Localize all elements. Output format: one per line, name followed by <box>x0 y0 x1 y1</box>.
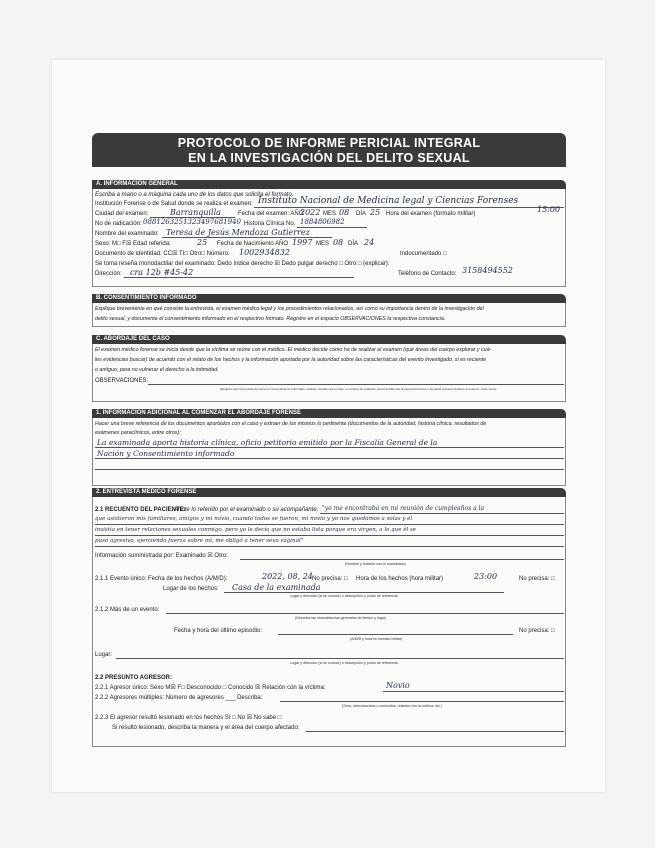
observations-line <box>148 384 564 385</box>
exam-year-value[interactable]: 2022 <box>300 208 321 217</box>
section-c-line2: les evidencias buscar) de acuerdo con el relato de los hechos y la información aportada por la autoridad sobre las características del evento investigado, si es reciente <box>95 357 487 363</box>
aggressor-injured-label: 2.2.3 El agresor resultó lesionado en los hechos Sí □ No ☒ No sabe □ <box>95 715 282 721</box>
exam-month-label: MES <box>323 211 337 217</box>
section-1-line-c <box>95 469 564 470</box>
birth-month-label: MES <box>316 241 330 247</box>
section-c-header: C. ABORDAJE DEL CASO <box>92 335 566 344</box>
birth-date-label: Fecha de Nacimiento AÑO <box>217 241 289 247</box>
last-episode-line <box>278 634 513 635</box>
no-precisa-date[interactable]: No precisa: □ <box>312 576 348 582</box>
multiple-aggressors-label: 2.2.2 Agresores múltiples: Número de agresores ___ Describa: <box>95 695 263 701</box>
aggressor-injury-label: Si resultó lesionado, describa la manera y el área del cuerpo afectado: <box>112 725 300 731</box>
section-1-header: 1. INFORMACIÓN ADICIONAL AL COMENZAR EL ABORDAJE FORENSE <box>92 409 566 418</box>
section-c-line3: o antiguo, para no vulnerar el derecho a la intimidad. <box>95 367 219 373</box>
last-episode-note: (A/M/D y hora en formato militar) <box>350 637 403 641</box>
section-1-handwritten-1[interactable]: La examinada aporta historia clínica, oficio petitorio emitido por la Fiscalía General de la <box>97 438 438 447</box>
aggressor-injury-line <box>306 731 564 732</box>
sex-age-label: Sexo: M□ F☒ Edad referida: <box>95 241 171 247</box>
clinical-history-value[interactable]: 1884806982 <box>300 218 345 226</box>
recount-label: 2.1 RECUENTO DEL PACIENTE: <box>95 507 186 513</box>
recount-instructions: Anote lo referido por el examinado o su acompañante. <box>174 507 319 513</box>
section-b-line1: Explique brevemente en qué consiste la entrevista, el examen médico legal y los procedimientos relacionados, así como su importancia dentro de la investigación del <box>95 306 484 312</box>
address-label: Dirección: <box>95 271 122 277</box>
address-line <box>124 277 354 278</box>
place-2-label: Lugar: <box>95 652 113 658</box>
event-hour-label: Hora de los hechos (hora militar) <box>356 576 444 582</box>
section-2-header: 2. ENTREVISTA MÉDICO FORENSE <box>92 488 566 497</box>
clinical-history-label: Historia Clínica No. <box>244 221 296 227</box>
radication-label: No de radicación: <box>95 221 142 227</box>
recount-narrative-3[interactable]: insistía en tener relaciones sexuales conmigo, pero yo le decía que no estaba lista porque era virgen, a lo que él se <box>95 527 417 533</box>
observations-label: OBSERVACIONES: <box>95 378 149 384</box>
event-place-note: Lugar y dirección (si se conoce) o descripción y punto de referencia <box>290 594 398 598</box>
last-episode-label: Fecha y hora del último episodio: <box>174 628 263 634</box>
section-1-handwritten-2[interactable]: Nación y Consentimiento informado <box>97 449 235 458</box>
address-value[interactable]: cra 12b #45-42 <box>130 268 194 277</box>
recount-narrative-1[interactable]: "yo me encontraba en mi reunión de cumpleaños a la <box>322 505 485 512</box>
institution-value[interactable]: Instituto Nacional de Medicina legal y Ciencias Forenses <box>258 196 519 206</box>
multiple-events-label: 2.1.2 Más de un evento: <box>95 607 160 613</box>
recount-narrative-4[interactable]: puso agresivo, ejerciendo fuerza sobre mí, me obligó a tener sexo vaginal" <box>95 538 304 544</box>
form-title-line1: PROTOCOLO DE INFORME PERICIAL INTEGRAL <box>177 136 481 150</box>
birth-day-value[interactable]: 24 <box>364 238 375 247</box>
place-2-note: Lugar y dirección (si se conoce) o descripción y punto de referencia <box>290 661 398 665</box>
radication-value[interactable]: 0881263251323497681940 <box>143 218 241 226</box>
section-1-line-a <box>95 447 564 448</box>
document-label: Documento de identidad: CC☒ TI□ Otro□ Número: <box>95 251 230 257</box>
single-event-label: 2.1.1 Evento único: Fecha de los hechos (A/M/D): <box>95 576 228 582</box>
aggressor-relation-value[interactable]: Novio <box>386 681 410 690</box>
city-value[interactable]: Barranquilla <box>170 208 221 217</box>
multiple-aggressors-note: (Sexo, desconocidos o conocidos, relación con la víctima; etc.) <box>342 704 443 708</box>
birth-year-value[interactable]: 1997 <box>292 238 313 247</box>
institution-label: Institución Forense o de Salud donde se realiza el examen: <box>95 201 253 207</box>
observations-note: (Registre aquí la constancia sobre el Consentimiento Informado, también cuando sea el caso, el nombre de cualquier persona diferente al personal forense o de salud presente durante el examen, entre otros) <box>220 387 497 391</box>
exam-day-label: DÍA <box>356 211 367 217</box>
birth-day-label: DÍA <box>348 241 359 247</box>
section-b-line2: delito sexual, y documente el consentimiento informado en el respectivo formato. Registre en el espacio OBSERVACIONES la respectiva constancia. <box>95 316 446 322</box>
place-2-line <box>116 658 564 659</box>
city-label: Ciudad del examen: <box>95 211 149 217</box>
exam-hour-value[interactable]: 15:00 <box>537 205 561 214</box>
section-1-line1: Hacer una breve referencia de los documentos aportados con el caso y extraer de los mismos lo pertinente (documentos de la autoridad, historia clínica, resultados de <box>95 421 487 427</box>
exam-day-value[interactable]: 25 <box>370 208 381 217</box>
recount-line-4 <box>95 546 564 547</box>
birth-month-value[interactable]: 08 <box>333 238 344 247</box>
info-source-note: (Nombre y relación con el examinado) <box>345 562 406 566</box>
fingerprint-label: Se toma reseña monodactilar del examinado: Dedo índice derecho ☒ Dedo pulgar derecho □ Otro □ (explicar): <box>95 261 390 267</box>
form-title <box>92 133 566 167</box>
event-place-line <box>224 592 504 593</box>
name-value[interactable]: Teresa de Jesús Mendoza Gutierrez <box>166 228 310 237</box>
info-source-label: Información suministrada por: Examinado ☒ Otro: <box>95 553 228 559</box>
multiple-events-note: (Describa las circunstancias generales de tiempo y lugar) <box>295 616 387 620</box>
no-precisa-hour[interactable]: No precisa: □ <box>519 576 555 582</box>
event-date-value[interactable]: 2022, 08, 24 <box>262 572 313 581</box>
single-aggressor-line <box>383 691 564 692</box>
event-place-value[interactable]: Casa de la examinada <box>232 583 321 592</box>
name-label: Nombre del examinado: <box>95 231 159 237</box>
section-1-line-b <box>95 458 564 459</box>
section-c-line1: El examen médico forense se inicia desde que la víctima se reúne con el médico. El médico decide cómo ha de realizar el examen (qué áreas del cuerpo explorar y cuá- <box>95 347 492 353</box>
event-place-label: Lugar de los hechos: <box>163 586 219 592</box>
age-value[interactable]: 25 <box>197 238 208 247</box>
no-precisa-last[interactable]: No precisa: □ <box>519 628 555 634</box>
form-title-line2: EN LA INVESTIGACIÓN DEL DELITO SEXUAL <box>188 151 470 165</box>
section-a-instructions: Escriba a mano o a máquina cada uno de los datos que solicita el formato. <box>95 192 294 198</box>
exam-month-value[interactable]: 08 <box>339 208 350 217</box>
aggressor-header: 2.2 PRESUNTO AGRESOR: <box>95 675 173 681</box>
multiple-aggressors-line <box>280 701 564 702</box>
section-a-header: A. INFORMACIÓN GENERAL <box>92 180 566 189</box>
exam-hour-label: Hora del examen (formato militar) <box>386 211 476 217</box>
event-hour-value[interactable]: 23:00 <box>474 572 498 581</box>
undocumented-label: Indocumentado □ <box>400 251 447 257</box>
phone-label: Teléfono de Contacto: <box>398 271 457 277</box>
info-source-line <box>240 559 564 560</box>
phone-value[interactable]: 3158494552 <box>462 266 513 275</box>
document-value[interactable]: 1002934832 <box>239 248 290 257</box>
multiple-events-line <box>166 613 564 614</box>
single-aggressor-label: 2.2.1 Agresor único: Sexo M☒ F□ Desconocido □ Conocido ☒ Relación con la víctima: <box>95 685 326 691</box>
section-b-header: B. CONSENTIMIENTO INFORMADO <box>92 294 566 303</box>
recount-narrative-2[interactable]: que asistieron mis familiares, amigos y mi novio, cuando todos se fueron, mi novio y yo nos quedamos a solas y él <box>95 516 413 522</box>
exam-date-label: Fecha del examen: AÑO <box>238 211 304 217</box>
section-1-line2: exámenes paraclínicos, entre otros): <box>95 430 181 436</box>
